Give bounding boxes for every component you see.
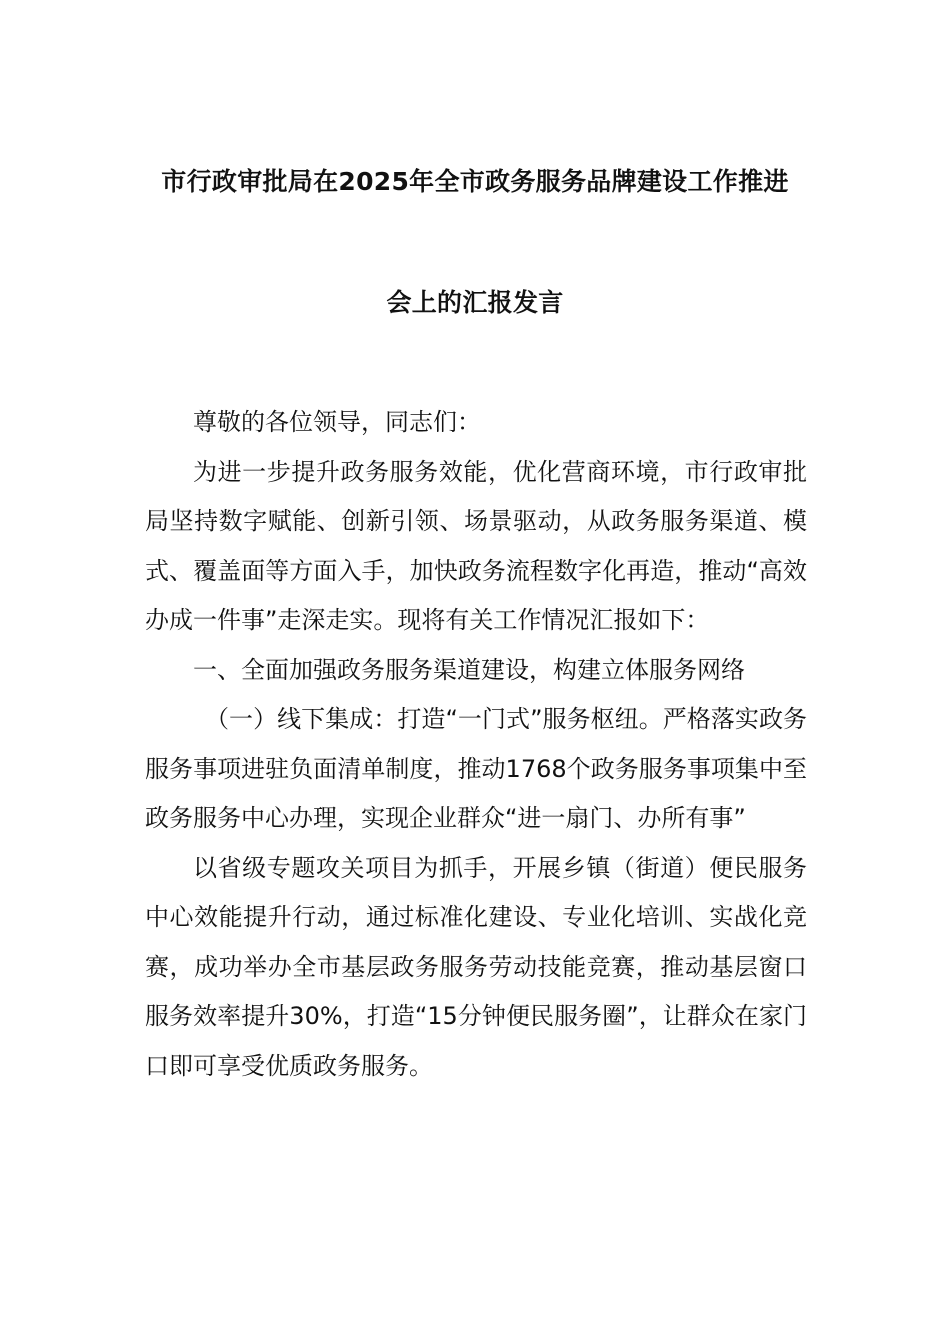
section-one-heading: 一、全面加强政务服务渠道建设，构建立体服务网络 [193, 655, 745, 684]
greeting-paragraph: 尊敬的各位领导，同志们： [193, 408, 481, 436]
intro-paragraph: 为进一步提升政务服务效能，优化营商环境，市行政审批局坚持数字赋能、创新引领、场景驱动，从政务服务渠道、模式、覆盖面等方面入手，加快政务流程数字化再造，推动“高效办成一件事”走深走实。现将有关工作情况汇报如下： [145, 457, 807, 634]
document-body [145, 398, 807, 1091]
grassroots-paragraph: 以省级专题攻关项目为抓手，开展乡镇（街道）便民服务中心效能提升行动，通过标准化建设、专业化培训、实战化竞赛，成功举办全市基层政务服务劳动技能竞赛，推动基层窗口服务效率提升30%，打造“15分钟便民服务圈”，让群众在家门口即可享受优质政务服务。 [145, 853, 807, 1080]
document-title-line-2: 会上的汇报发言 [386, 288, 564, 317]
subsection-one-paragraph: （一）线下集成：打造“一门式”服务枢纽。严格落实政务服务事项进驻负面清单制度，推动1768个政务服务事项集中至政务服务中心办理，实现企业群众“进一扇门、办所有事” [145, 705, 807, 832]
document-title-line-1: 市行政审批局在2025年全市政务服务品牌建设工作推进 [161, 167, 789, 196]
